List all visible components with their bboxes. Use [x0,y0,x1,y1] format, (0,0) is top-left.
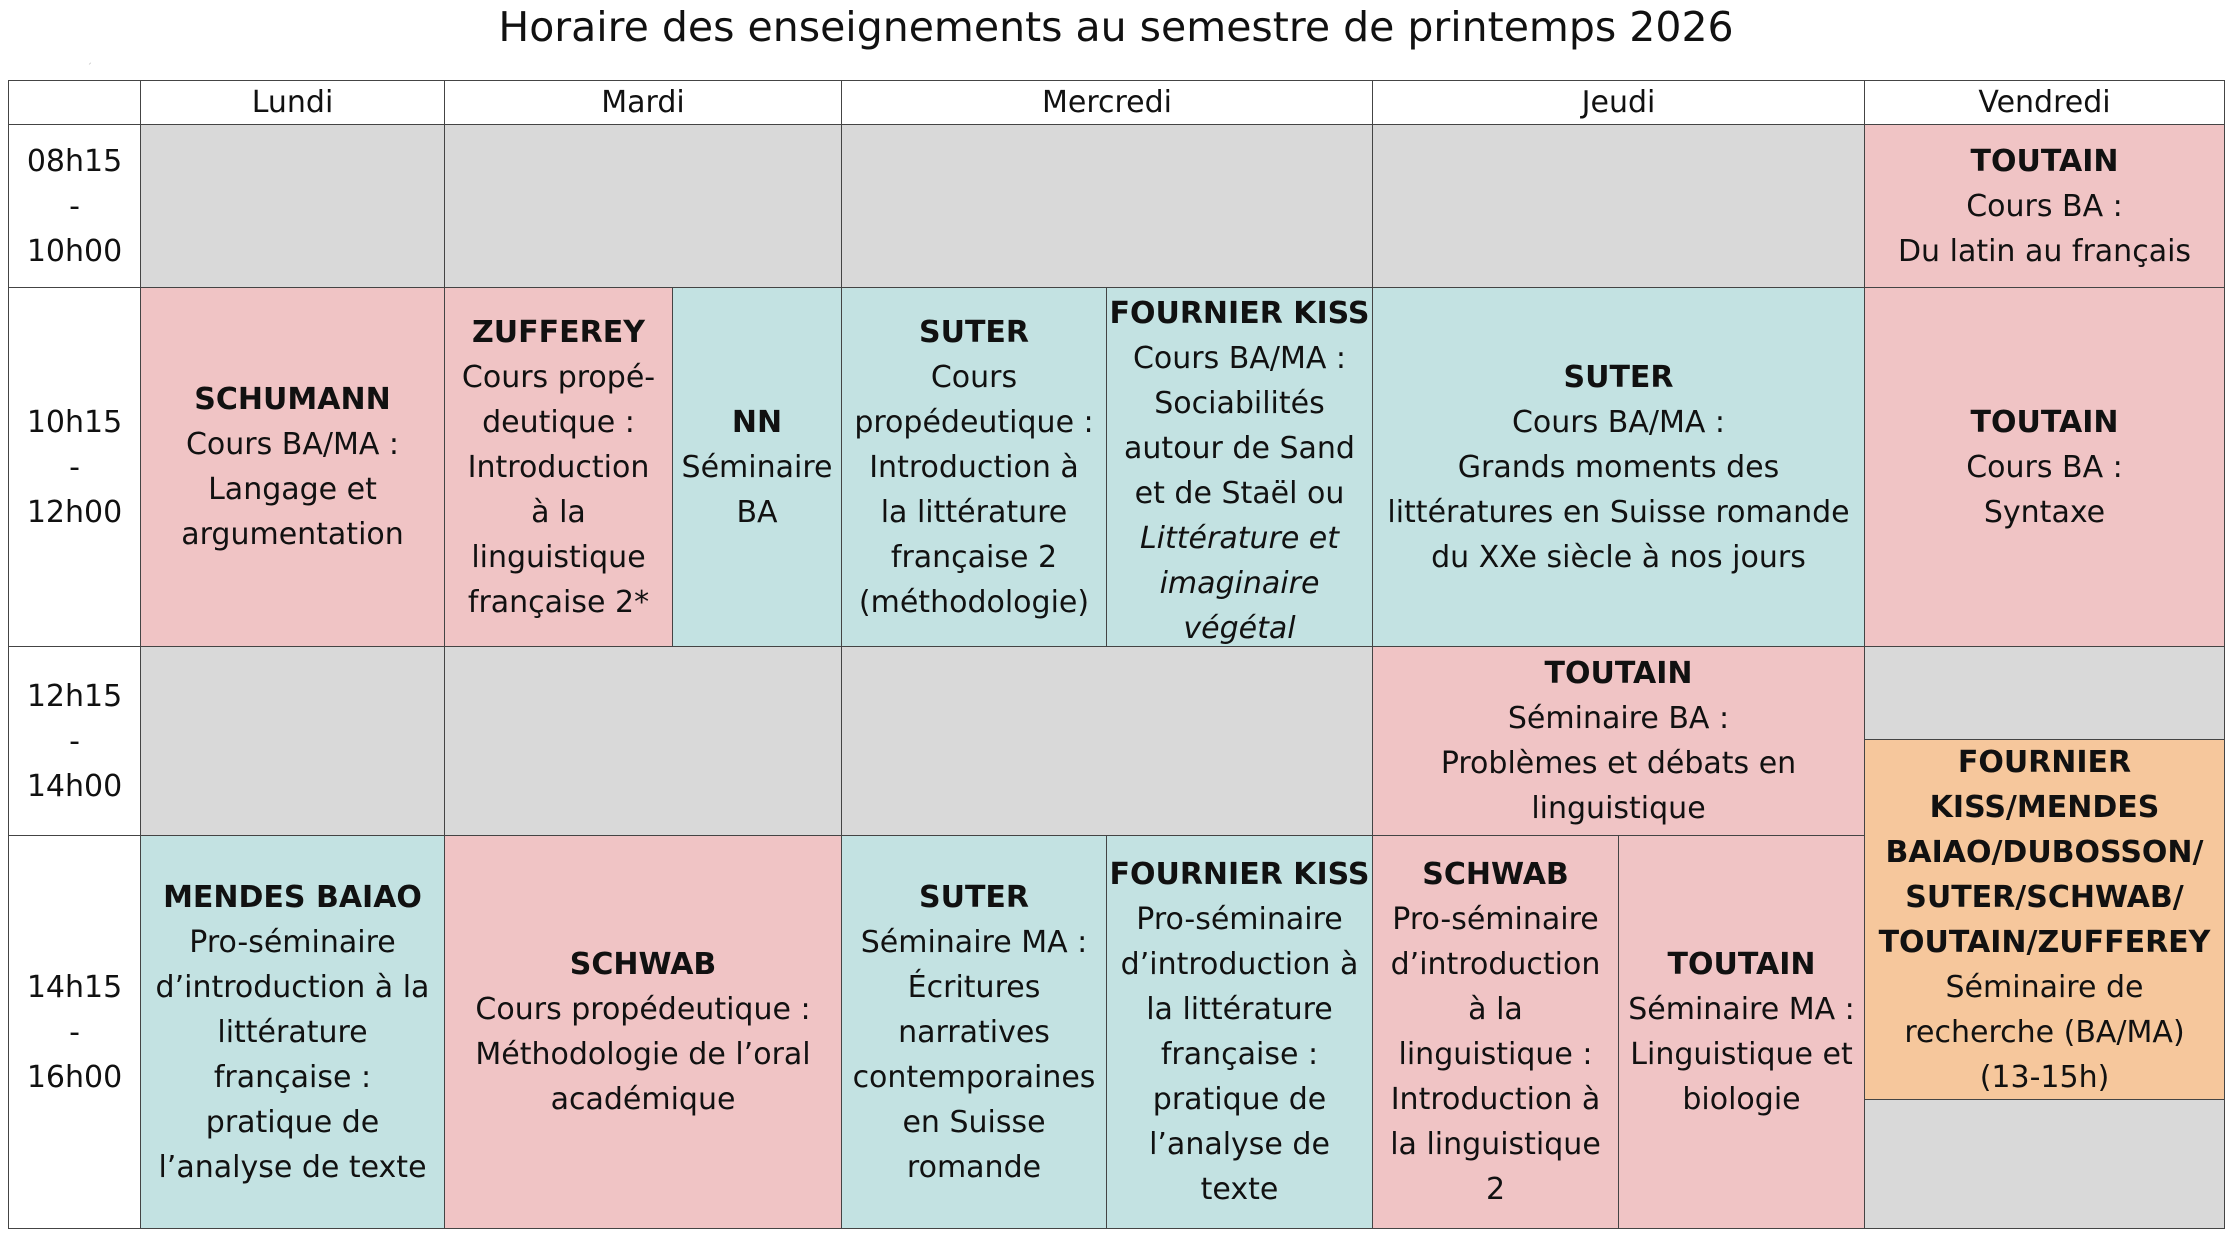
course-teacher: SUTER [918,314,1030,350]
time-end: 14h00 [26,768,123,804]
course-line: Langage et [208,472,377,507]
course-line: Du latin au français [1897,233,2192,269]
course-toutain-syntaxe [1864,287,2225,647]
course-line: la linguistique [1390,1127,1601,1162]
course-line: Grands moments des [1457,449,1780,485]
course-teacher: NN [731,404,783,440]
course-teacher: KISS/MENDES [1929,789,2160,825]
empty-slot-mardi-0815 [444,124,842,288]
course-teacher: TOUTAIN [1970,404,2119,440]
course-line: autour de Sand [1124,431,1355,466]
course-line-italic: végétal [1183,611,1296,646]
course-teacher: SUTER [918,879,1030,915]
course-fournier-kiss-sociabilites [1106,287,1373,647]
course-line: Cours propé- [461,359,656,395]
time-dash: - [69,188,80,224]
day-header-lundi: Lundi [140,80,445,125]
time-start: 12h15 [26,678,123,714]
course-mendes-baiao [140,835,445,1229]
course-line-italic: Littérature et [1139,521,1340,556]
course-teacher: TOUTAIN [1544,656,1693,691]
course-line: 2 [1485,1172,1506,1207]
course-teacher: FOURNIER [1957,744,2132,780]
course-line: d’introduction à la [155,969,430,1005]
course-line: d’introduction à [1120,947,1359,982]
course-line: argumentation [181,517,404,552]
course-line: Pro-séminaire [1392,902,1599,937]
course-teacher: BAIAO/DUBOSSON/ [1885,834,2204,870]
course-line: Cours [930,359,1018,395]
course-line: littérature [217,1014,368,1050]
course-line: Séminaire MA : [860,924,1088,960]
course-line: et de Staël ou [1134,476,1345,511]
course-line: Cours BA : [1966,449,2123,485]
course-line: linguistique [471,539,646,575]
course-line: Introduction à [869,449,1079,485]
course-line: la littérature [880,494,1068,530]
course-line: pratique de [205,1104,380,1140]
course-line: recherche (BA/MA) [1904,1014,2185,1050]
course-teacher: SCHUMANN [194,382,391,417]
course-schumann [140,287,445,647]
course-line: littératures en Suisse romande [1387,494,1850,530]
course-line: Introduction à [1390,1082,1601,1117]
time-dash: - [69,449,80,485]
course-schwab-proseminaire [1372,835,1619,1229]
time-dash: - [69,1014,80,1050]
course-teacher: TOUTAIN/ZUFFEREY [1878,924,2211,960]
course-line: à la [531,494,586,530]
course-line: académique [550,1082,736,1117]
course-line: l’analyse de [1149,1127,1330,1162]
course-toutain-latin [1864,124,2225,288]
course-line: linguistique [1531,791,1706,826]
course-teacher: SCHWAB [1422,857,1569,892]
course-line: en Suisse [902,1104,1046,1140]
course-line: BA [736,494,778,530]
time-start: 10h15 [26,404,123,440]
course-line: pratique de [1152,1082,1327,1117]
course-line: propédeutique : [854,404,1094,440]
course-suter-seminaire-ma [841,835,1107,1229]
course-line: romande [906,1149,1042,1185]
time-slot-1215 [8,646,141,836]
course-line: Problèmes et débats en [1440,746,1797,781]
time-start: 14h15 [26,969,123,1005]
course-nn [672,287,842,647]
course-line: (13-15h) [1979,1059,2110,1095]
course-line: Sociabilités [1154,386,1325,421]
empty-slot-vendredi-1500 [1864,1099,2225,1229]
course-line: Syntaxe [1983,494,2106,530]
time-slot-1415 [8,835,141,1229]
course-teacher: SUTER [1563,359,1674,395]
time-dash: - [69,723,80,759]
course-teacher: ZUFFEREY [472,314,645,350]
course-line: la littérature [1146,992,1333,1027]
course-teacher: MENDES BAIAO [163,879,422,915]
course-line: texte [1200,1172,1279,1207]
course-line: deutique : [482,404,635,440]
empty-slot-jeudi-0815 [1372,124,1865,288]
course-schwab-oral [444,835,842,1229]
course-line: Séminaire de [1945,969,2144,1005]
course-teacher: FOURNIER KISS [1109,857,1370,892]
course-line: Pro-séminaire [1136,902,1343,937]
empty-slot-lundi-0815 [140,124,445,288]
time-slot-0815 [8,124,141,288]
course-line: Écritures [907,969,1041,1005]
day-header-mardi: Mardi [444,80,842,125]
empty-slot-mercredi-0815 [841,124,1373,288]
course-line: Cours BA/MA : [185,427,400,462]
course-line: Cours BA/MA : [1511,404,1726,440]
time-end: 10h00 [26,233,123,269]
course-line: Cours BA/MA : [1132,341,1347,376]
day-header-vendredi: Vendredi [1864,80,2225,125]
empty-slot-vendredi-1215 [1864,646,2225,740]
course-line: Méthodologie de l’oral [475,1037,811,1072]
day-header-jeudi: Jeudi [1372,80,1865,125]
course-zufferey [444,287,673,647]
course-line: d’introduction [1390,947,1601,982]
course-line: à la [1468,992,1523,1027]
course-line: Pro-séminaire [189,924,396,960]
empty-slot-mardi-1215 [444,646,842,836]
course-line: française 2* [467,584,650,620]
course-line: française : [213,1059,372,1095]
course-teacher: FOURNIER KISS [1109,296,1370,331]
course-line-italic: imaginaire [1159,566,1320,601]
course-line: linguistique : [1398,1037,1593,1072]
course-fournier-kiss-proseminaire [1106,835,1373,1229]
course-suter-grands-moments [1372,287,1865,647]
time-slot-1015 [8,287,141,647]
course-seminaire-recherche [1864,739,2225,1100]
empty-slot-mercredi-1215 [841,646,1373,836]
course-line: Cours BA : [1966,188,2123,224]
course-teacher: TOUTAIN [1970,143,2119,179]
course-line: du XXe siècle à nos jours [1431,539,1806,575]
course-line: (méthodologie) [858,584,1090,620]
course-line: Séminaire [681,449,833,485]
page-title: Horaire des enseignements au semestre de printemps 2026 [498,3,1734,51]
course-line: l’analyse de texte [158,1149,427,1185]
course-line: contemporaines [852,1059,1096,1095]
course-line: Introduction [467,449,650,485]
course-line: française : [1160,1037,1319,1072]
day-header-mercredi: Mercredi [841,80,1373,125]
course-line: Cours propédeutique : [475,992,811,1027]
course-teacher: TOUTAIN [1667,947,1816,982]
time-end: 12h00 [26,494,123,530]
course-line: française 2 [890,539,1058,575]
course-teacher: SUTER/SCHWAB/ [1905,879,2184,915]
corner-mark: ˏ [87,54,92,65]
course-line: Séminaire MA : [1628,992,1855,1027]
course-line: narratives [898,1014,1050,1050]
empty-slot-lundi-1215 [140,646,445,836]
time-start: 08h15 [26,143,123,179]
course-line: Séminaire BA : [1507,701,1730,736]
course-toutain-seminaire-ba [1372,646,1865,836]
course-toutain-seminaire-ma [1618,835,1865,1229]
course-line: biologie [1682,1082,1801,1117]
course-suter-propedeutique [841,287,1107,647]
course-teacher: SCHWAB [569,947,717,982]
header-corner [8,80,141,125]
course-line: Linguistique et [1630,1037,1853,1072]
time-end: 16h00 [26,1059,123,1095]
